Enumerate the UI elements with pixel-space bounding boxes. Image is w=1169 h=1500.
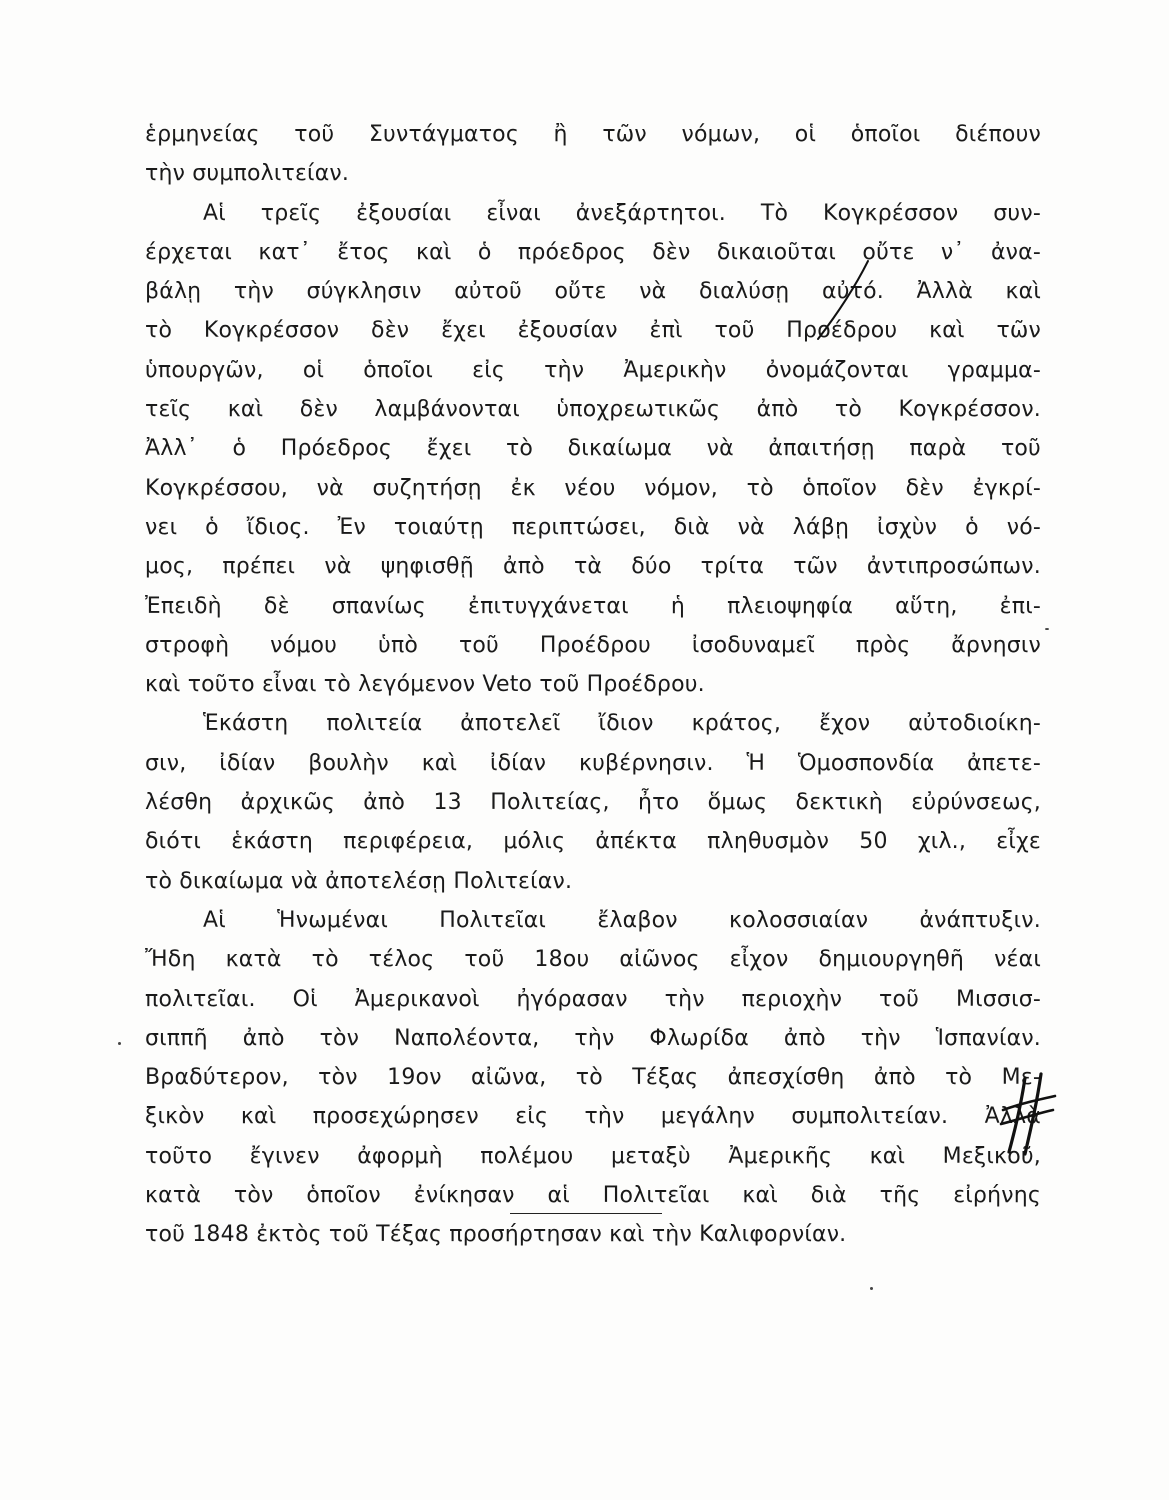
text-line-21: Αἱ Ἡνωμέναι Πολιτεῖαι ἔλαβον κολοσσιαίαν ἀνάπτυξιν. <box>203 907 1041 933</box>
text-line-4: έρχεται κατ᾽ ἔτος καὶ ὁ πρόεδρος δὲν δικαιοῦται οὔτε ν᾽ ἀνα- <box>145 239 1041 265</box>
text-line-16: Ἑκάστη πολιτεία ἀποτελεῖ ἴδιον κράτος, ἔχον αὐτοδιοίκη- <box>203 711 1041 737</box>
text-line-17: σιν, ἰδίαν βουλὴν καὶ ἰδίαν κυβέρνησιν. Ἡ Ὁμοσπονδία ἀπετε- <box>145 750 1041 776</box>
text-line-23: πολιτεῖαι. Οἱ Ἀμερικανοὶ ἠγόρασαν τὴν περιοχὴν τοῦ Μισσισ- <box>145 986 1041 1012</box>
text-line-26: ξικὸν καὶ προσεχώρησεν εἰς τὴν μεγάλην συμπολιτείαν. Ἀλλὰ <box>145 1104 1041 1130</box>
text-line-20: τὸ δικαίωμα νὰ ἀποτελέσῃ Πολιτείαν. <box>145 868 573 894</box>
text-line-11: νει ὁ ἴδιος. Ἐν τοιαύτῃ περιπτώσει, διὰ νὰ λάβῃ ἰσχὺν ὁ νό- <box>145 514 1041 540</box>
text-line-19: διότι ἑκάστη περιφέρεια, μόλις ἀπέκτα πληθυσμὸν 50 χιλ., εἶχε <box>145 829 1041 855</box>
scan-speck <box>1045 628 1049 630</box>
body-text <box>145 115 1041 1255</box>
text-line-22: Ἤδη κατὰ τὸ τέλος τοῦ 18ου αἰῶνος εἶχον δημιουργηθῆ νέαι <box>145 947 1041 973</box>
text-line-5: βάλῃ τὴν σύγκλησιν αὐτοῦ οὔτε νὰ διαλύσῃ αὐτό. Ἀλλὰ καὶ <box>145 279 1041 305</box>
text-line-28: κατὰ τὸν ὁποῖον ἐνίκησαν αἱ Πολιτεῖαι καὶ διὰ τῆς εἰρήνης <box>145 1183 1041 1209</box>
scan-speck <box>870 1287 873 1290</box>
text-line-2: τὴν συμπολιτείαν. <box>145 161 350 187</box>
text-line-9: Ἀλλ᾽ ὁ Πρόεδρος ἔχει τὸ δικαίωμα νὰ ἀπαιτήσῃ παρὰ τοῦ <box>145 436 1041 462</box>
text-line-7: ὑπουργῶν, οἱ ὁποῖοι εἰς τὴν Ἀμερικὴν ὀνομάζονται γραμμα- <box>145 357 1041 383</box>
end-divider-line <box>510 1213 662 1214</box>
text-line-24: σιππῆ ἀπὸ τὸν Ναπολέοντα, τὴν Φλωρίδα ἀπὸ τὴν Ἱσπανίαν. <box>145 1025 1041 1051</box>
pen-slash-mark <box>808 255 878 345</box>
pen-end-mark <box>995 1070 1065 1160</box>
text-line-14: στροφὴ νόμου ὑπὸ τοῦ Προέδρου ἰσοδυναμεῖ πρὸς ἄρνησιν <box>145 632 1041 658</box>
text-line-12: μος, πρέπει νὰ ψηφισθῇ ἀπὸ τὰ δύο τρίτα τῶν ἀντιπροσώπων. <box>145 554 1041 580</box>
text-line-29: τοῦ 1848 ἐκτὸς τοῦ Τέξας προσήρτησαν καὶ τὴν Καλιφορνίαν. <box>145 1222 847 1248</box>
text-line-25: Βραδύτερον, τὸν 19ον αἰῶνα, τὸ Τέξας ἀπεσχίσθη ἀπὸ τὸ Με- <box>145 1065 1041 1091</box>
text-line-8: τεῖς καὶ δὲν λαμβάνονται ὑποχρεωτικῶς ἀπὸ τὸ Κογκρέσσον. <box>145 397 1041 423</box>
text-line-13: Ἐπειδὴ δὲ σπανίως ἐπιτυγχάνεται ἡ πλειοψηφία αὕτη, ἐπι- <box>145 593 1041 619</box>
text-line-18: λέσθη ἀρχικῶς ἀπὸ 13 Πολιτείας, ἦτο ὅμως δεκτικὴ εὐρύνσεως, <box>145 790 1041 816</box>
scan-speck <box>118 1042 121 1045</box>
text-line-15: καὶ τοῦτο εἶναι τὸ λεγόμενον Veto τοῦ Προέδρου. <box>145 672 705 698</box>
text-line-3: Αἱ τρεῖς ἐξουσίαι εἶναι ἀνεξάρτητοι. Τὸ Κογκρέσσον συν- <box>203 200 1041 226</box>
text-line-10: Κογκρέσσου, νὰ συζητήσῃ ἐκ νέου νόμον, τὸ ὁποῖον δὲν ἐγκρί- <box>145 475 1041 501</box>
text-line-1: ἑρμηνείας τοῦ Συντάγματος ἢ τῶν νόμων, οἱ ὁποῖοι διέπουν <box>145 122 1041 147</box>
text-line-6: τὸ Κογκρέσσον δὲν ἔχει ἐξουσίαν ἐπὶ τοῦ Προέδρου καὶ τῶν <box>145 318 1041 344</box>
text-line-27: τοῦτο ἔγινεν ἀφορμὴ πολέμου μεταξὺ Ἀμερικῆς καὶ Μεξικοῦ, <box>145 1143 1041 1169</box>
